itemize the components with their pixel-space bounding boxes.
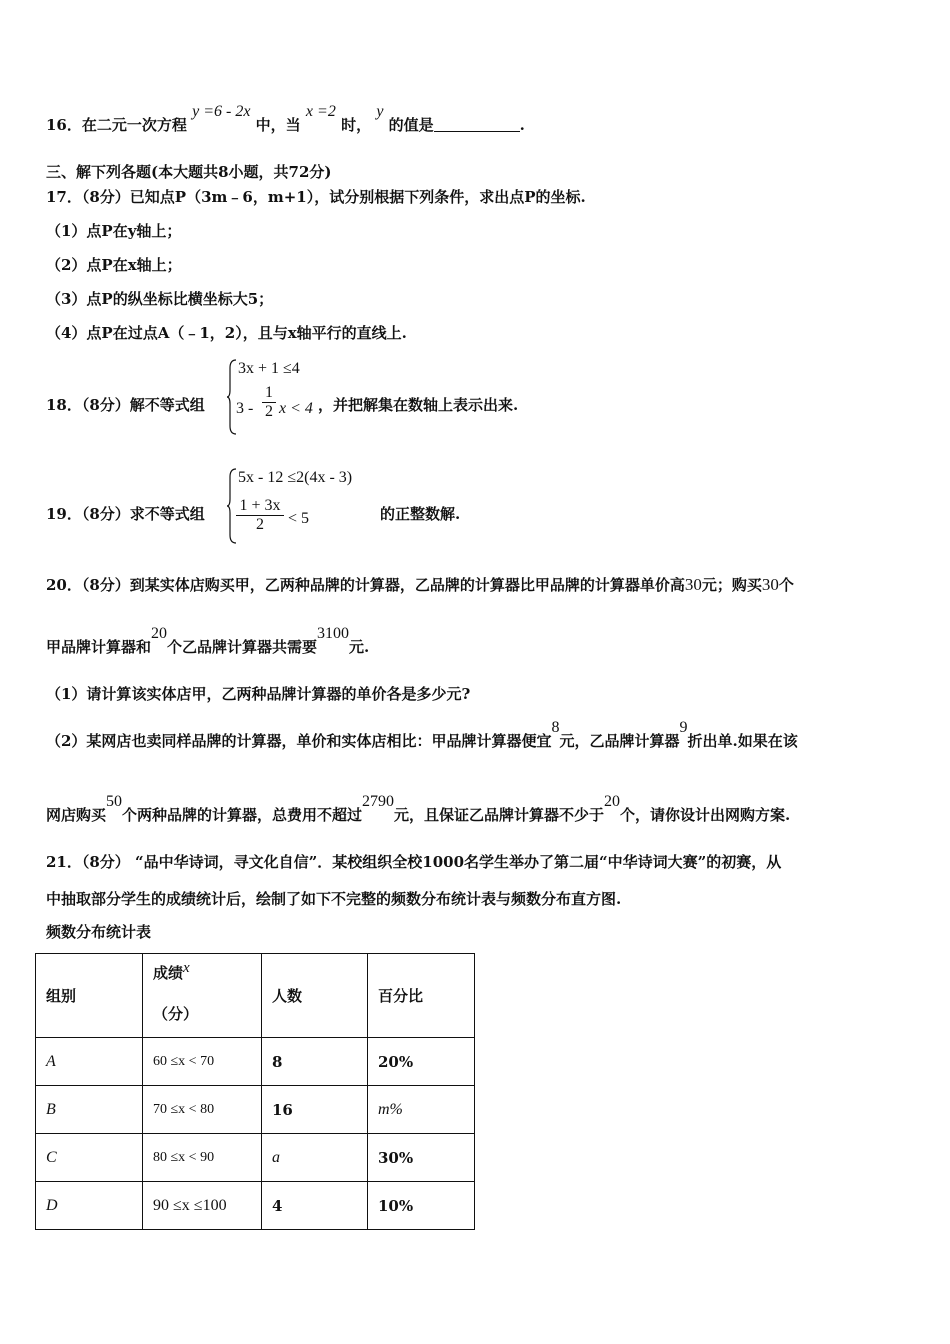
q21-line-1: 21．（8分） “品中华诗词，寻文化自信”．某校组织全校1000名学生举办了第二届“中华诗词大赛”的初赛，从 <box>46 853 782 871</box>
q19-lead: 19．（8分）求不等式组 <box>46 505 205 523</box>
q20-part-1: （1）请计算该实体店甲，乙两种品牌计算器的单价各是多少元? <box>46 685 471 703</box>
row-count: a <box>262 1134 368 1182</box>
q20-budget: 2790 <box>362 793 395 810</box>
q20-line-1-text-b: 元；购买 <box>701 576 762 594</box>
q16-period: . <box>519 116 525 134</box>
q18-lead: 18．（8分）解不等式组 <box>46 396 205 414</box>
q20-total-units: 50 <box>106 793 123 810</box>
q18-fraction <box>262 384 276 421</box>
q17-part-3: （3）点P的纵坐标比横坐标大5； <box>46 290 274 308</box>
q19-fraction <box>236 497 284 534</box>
q16-tail: 的值是 <box>388 116 434 134</box>
row-range: 60 ≤x < 70 <box>143 1038 262 1086</box>
q20-line-1 <box>46 576 794 594</box>
q18-brace <box>226 358 238 436</box>
table-header-row <box>36 954 475 1038</box>
q18-fraction-numerator: 1 <box>265 384 273 401</box>
q20-line-2-text-a: 甲品牌计算器和 <box>46 638 152 656</box>
q19-tail: 的正整数解. <box>380 505 461 523</box>
header-score <box>143 954 262 1038</box>
q20-total-cost: 3100 <box>317 625 350 642</box>
q20-part-2 <box>46 719 798 751</box>
q20-line-4-text-a: 网店购买 <box>46 806 107 824</box>
table-row <box>36 1134 475 1182</box>
q17-part-2: （2）点P在x轴上； <box>46 256 182 274</box>
row-range: 90 ≤x ≤100 <box>143 1182 262 1230</box>
header-percent: 百分比 <box>368 954 475 1038</box>
table-row <box>36 1182 475 1230</box>
q20-line-2-text-c: 元. <box>349 638 370 656</box>
q17-stem: 17．（8分）已知点P（3m﹣6，m+1），试分别根据下列条件，求出点P的坐标. <box>46 188 586 206</box>
q20-part-2-text-a: （2）某网店也卖同样品牌的计算器，单价和实体店相比：甲品牌计算器便宜 <box>46 732 552 750</box>
row-percent: 30% <box>368 1134 475 1182</box>
header-score-variable: x <box>183 959 190 976</box>
q16-answer-blank <box>434 117 520 132</box>
q20-quantity-a: 30 <box>761 575 779 594</box>
q18-inequality-1: 3x + 1 ≤4 <box>238 360 300 377</box>
row-count: 8 <box>262 1038 368 1086</box>
q19-inequality-2-right: < 5 <box>288 510 310 527</box>
q18-fraction-denominator: 2 <box>262 402 276 421</box>
q20-price-diff: 30 <box>684 575 702 594</box>
q21-table-title: 频数分布统计表 <box>46 923 152 941</box>
row-percent: 10% <box>368 1182 475 1230</box>
row-count: 4 <box>262 1182 368 1230</box>
header-count: 人数 <box>262 954 368 1038</box>
q18-inequality-2-left: 3 - <box>236 400 254 417</box>
q19-fraction-denominator: 2 <box>236 515 284 534</box>
q16-line <box>46 103 525 135</box>
frequency-table <box>35 953 475 1230</box>
q18-tail: ，并把解集在数轴上表示出来. <box>318 396 519 414</box>
q20-quantity-b: 20 <box>151 625 168 642</box>
q20-line-2-text-b: 个乙品牌计算器共需要 <box>167 638 318 656</box>
q20-part-2-text-c: 折出单.如果在该 <box>687 732 798 750</box>
q17-part-1: （1）点P在y轴上； <box>46 222 182 240</box>
row-range: 70 ≤x < 80 <box>143 1086 262 1134</box>
q16-mid2: 时， <box>341 116 372 134</box>
q16-equation: y =6 - 2x <box>192 103 251 120</box>
q20-line-4-text-b: 个两种品牌的计算器，总费用不超过 <box>122 806 363 824</box>
row-range: 80 ≤x < 90 <box>143 1134 262 1182</box>
row-percent: 20% <box>368 1038 475 1086</box>
q20-line-2 <box>46 625 370 657</box>
q17-part-4: （4）点P在过点A（﹣1，2），且与x轴平行的直线上. <box>46 324 407 342</box>
q16-lead: 16．在二元一次方程 <box>46 116 187 134</box>
q20-part-2-text-b: 元，乙品牌计算器 <box>559 732 680 750</box>
q20-line-4 <box>46 793 791 825</box>
q20-discount-rate: 9 <box>679 719 688 736</box>
row-group: D <box>36 1182 143 1230</box>
q21-line-2: 中抽取部分学生的成绩统计后，绘制了如下不完整的频数分布统计表与频数分布直方图. <box>46 890 622 908</box>
row-group: A <box>36 1038 143 1086</box>
section3-heading: 三、解下列各题(本大题共8小题，共72分) <box>46 163 332 181</box>
q18-inequality-2-right: x < 4 <box>279 400 313 417</box>
q20-line-1-text-c: 个 <box>778 576 794 594</box>
q20-line-4-text-c: 元，且保证乙品牌计算器不少于 <box>394 806 605 824</box>
header-group: 组别 <box>36 954 143 1038</box>
table-row <box>36 1038 475 1086</box>
row-percent: m% <box>368 1086 475 1134</box>
row-group: C <box>36 1134 143 1182</box>
q20-line-4-text-d: 个，请你设计出网购方案. <box>620 806 791 824</box>
header-score-label: 成绩 <box>153 963 184 982</box>
header-score-unit: （分） <box>153 1004 199 1023</box>
q16-mid1: 中，当 <box>255 116 301 134</box>
q20-discount-amount: 8 <box>551 719 560 736</box>
row-count: 16 <box>262 1086 368 1134</box>
q19-fraction-numerator: 1 + 3x <box>239 497 281 514</box>
q16-condition: x =2 <box>305 103 336 120</box>
q16-variable: y <box>376 103 384 120</box>
q20-min-units: 20 <box>604 793 621 810</box>
q19-inequality-1: 5x - 12 ≤2(4x - 3) <box>238 469 353 486</box>
row-group: B <box>36 1086 143 1134</box>
table-row <box>36 1086 475 1134</box>
q20-line-1-text-a: 20．（8分）到某实体店购买甲，乙两种品牌的计算器，乙品牌的计算器比甲品牌的计算器单价高 <box>46 576 685 594</box>
